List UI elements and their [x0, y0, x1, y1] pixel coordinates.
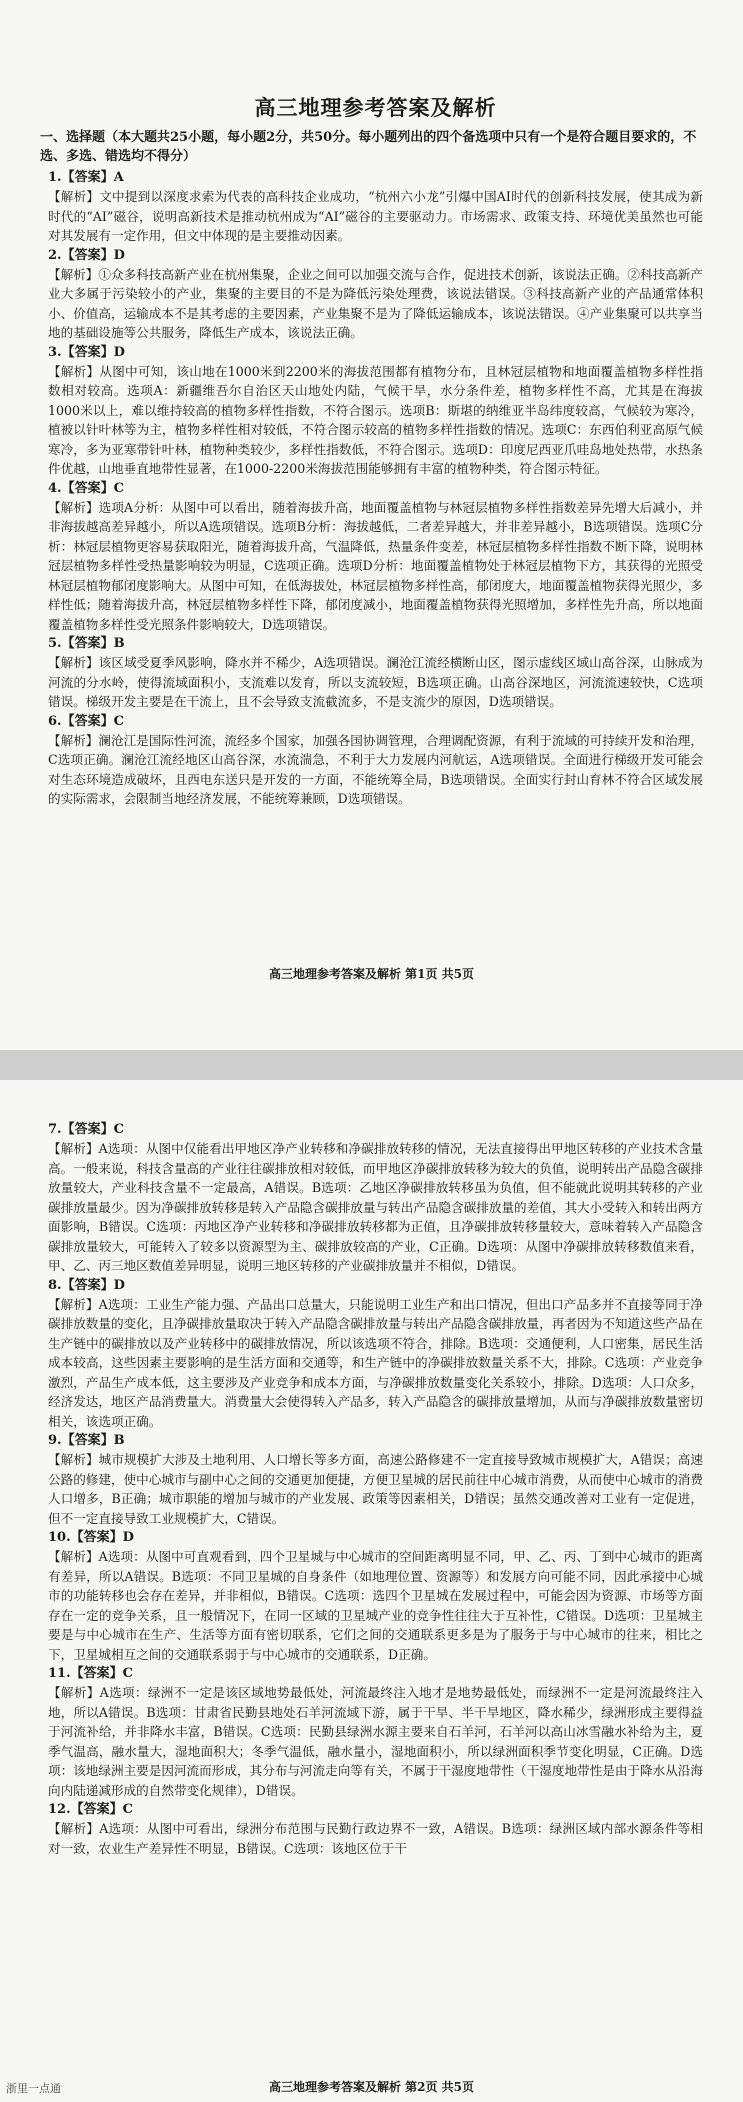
page-footer: 高三地理参考答案及解析 第2页 共5页	[268, 2080, 475, 2094]
explanation-text: 【解析】澜沧江是国际性河流，流经多个国家，加强各国协调管理，合理调配资源，有利于流域的可持续开发和治理，C选项正确。澜沧江流经地区山高谷深，水流湍急，不利于大力发展内河航运，A选项错误。全面进行梯级开发可能会对生态环境造成破坏，且西电东送只是开发的一方面，不能统筹全局，B选项错误。全面实行封山育林不符合区域发展的实际需求，会限制当地经济发展，不能统筹兼顾，D选项错误。	[48, 732, 703, 806]
question-item	[48, 479, 703, 635]
explanation-text: 【解析】从图中可知，该山地在1000米到2200米的海拔范围都有植物分布，且林冠层植物和地面覆盖植物多样性指数相对较高。选项A：新疆维吾尔自治区天山地处内陆，气候干旱，水分条件差，植物多样性不高，尤其是在海拔1000米以上，难以维持较高的植物多样性指数，不符合图示。选项B：斯堪的纳维亚半岛纬度较高，气候较为寒冷，植被以针叶林等为主，植物多样性相对较低，不符合图示较高的植物多样性指数的情况。选项C：东西伯利亚高原气候寒冷，多为亚寒带针叶林，植物种类较少，多样性指数低，不符合图示。选项D：印度尼西亚爪哇岛地处热带，水热条件优越，山地垂直地带性显著，在1000-2200米海拔范围能够拥有丰富的植物种类，符合图示特征。	[48, 363, 703, 476]
explanation-text: 【解析】该区域受夏季风影响，降水并不稀少，A选项错误。澜沧江流经横断山区，图示虚线区域山高谷深，山脉成为河流的分水岭，使得流域面积小，支流难以发育，所以支流较短，B选项正确。山高谷深地区，河流流速较快，C选项错误。梯级开发主要是在干流上，且不会导致支流截流多，不是支流少的原因，D选项错误。	[48, 655, 703, 709]
answer-label: 9.【答案】B	[48, 1433, 125, 1448]
question-item	[48, 634, 703, 712]
answer-label: 5.【答案】B	[48, 636, 125, 651]
answer-label: 11.【答案】C	[48, 1666, 133, 1681]
answer-page-2	[0, 1080, 743, 2102]
question-item	[48, 246, 703, 343]
question-item	[48, 1528, 703, 1664]
question-item	[48, 1276, 703, 1432]
watermark-text: 浙里一点通	[6, 2082, 61, 2095]
question-item	[48, 168, 703, 246]
question-item	[48, 1800, 703, 1858]
explanation-text: 【解析】A选项：绿洲不一定是该区域地势最低处，河流最终注入地才是地势最低处，而绿洲不一定是河流最终注入地，所以A错误。B选项：甘肃省民勤县地处石羊河流域下游，属于干旱、半干旱地区，降水稀少，绿洲形成主要得益于河流补给，并非降水丰富，B错误。C选项：民勤县绿洲水源主要来自石羊河，石羊河以高山冰雪融水补给为主，夏季气温高，融水量大，湿地面积大；冬季气温低，融水量小，湿地面积小，所以绿洲面积季节变化明显，C正确。D选项：该地绿洲主要是因河流而形成，其分布与河流走向等有关，不属于干湿度地带性（干湿度地带性是由于降水从沿海向内陆递减形成的自然带变化规律），D错误。	[48, 1685, 703, 1798]
answer-page-1	[0, 0, 743, 1050]
answer-label: 7.【答案】C	[48, 1122, 124, 1137]
explanation-text: 【解析】A选项：从图中可看出，绿洲分布范围与民勤行政边界不一致，A错误。B选项：绿洲区域内部水源条件等相对一致，农业生产差异性不明显，B错误。C选项：该地区位于干	[48, 1821, 703, 1856]
answer-label: 4.【答案】C	[48, 480, 124, 496]
answer-label: 3.【答案】D	[48, 344, 125, 360]
page-footer: 高三地理参考答案及解析 第1页 共5页	[268, 967, 475, 981]
question-item	[48, 343, 703, 479]
answer-label: 12.【答案】C	[48, 1802, 133, 1817]
explanation-text: 【解析】①众多科技高新产业在杭州集聚，企业之间可以加强交流与合作，促进技术创新，该说法正确。②科技高新产业大多属于污染较小的产业，集聚的主要目的不是为降低污染处理费，该说法错误。③科技高新产业的产品通常体积小、价值高，运输成本不是其考虑的主要因素，产业集聚不是为了降低运输成本，该说法错误。④产业集聚可以共享当地的基础设施等公共服务，降低生产成本，该说法正确。	[48, 266, 703, 340]
question-item	[48, 1431, 703, 1528]
answer-label: 6.【答案】C	[48, 713, 124, 729]
question-item	[48, 1664, 703, 1800]
explanation-text: 【解析】A选项：从图中可直观看到，四个卫星城与中心城市的空间距离明显不同，甲、乙、丙、丁到中心城市的距离有差异，所以A错误。B选项：不同卫星城的自身条件（如地理位置、资源等）和发展方向可能不同，因此承接中心城市的功能转移也会存在差异，并非相似，B错误。C选项：选四个卫星城在发展过程中，可能会因为资源、市场等方面存在一定的竞争关系，且一般情况下，在同一区域的卫星城产业的竞争性往往大于互补性，C错误。D选项：卫星城主要是与中心城市在生产、生活等方面有密切联系，它们之间的交通联系更多是为了服务于与中心城市的往来，相比之下，卫星城相互之间的交通联系弱于与中心城市的交通联系，D正确。	[48, 1549, 703, 1662]
section-heading: 一、选择题（本大题共25小题，每小题2分，共50分。每小题列出的四个备选项中只有一个是符合题目要求的，不选、多选、错选均不得分）	[40, 130, 697, 164]
page-title: 高三地理参考答案及解析	[254, 95, 497, 120]
answer-label: 2.【答案】D	[48, 247, 125, 263]
explanation-text: 【解析】A选项：工业生产能力强、产品出口总量大，只能说明工业生产和出口情况，但出口产品多并不直接等同于净碳排放数量的变化，且净碳排放量取决于转入产品隐含碳排放量与转出产品隐含碳排放量，再者因为不知道这些产品在生产链中的碳排放以及产业转移中的碳排放情况，所以该选项不符合，排除。B选项：交通便利，人口密集，居民生活成本较高，这些因素主要影响的是生活方面和交通等，和生产链中的净碳排放数量关系不大，排除。C选项：产业竞争激烈，产品生产成本低，这主要涉及产业竞争和成本方面，与净碳排放数量变化关系较小，排除。D选项：人口众多，经济发达，地区产品消费量大。消费量大会使得转入产品多，转入产品隐含的碳排放量增加，从而与净碳排放数量密切相关，该选项正确。	[48, 1296, 703, 1429]
answer-label: 8.【答案】D	[48, 1277, 125, 1293]
answer-label: 10.【答案】D	[48, 1530, 134, 1545]
answer-label: 1.【答案】A	[48, 170, 124, 185]
explanation-text: 【解析】文中提到以深度求索为代表的高科技企业成功，“杭州六小龙”引爆中国AI时代的创新科技发展，使其成为新时代的“AI”磁谷，说明高新技术是推动杭州成为“AI”磁谷的主要驱动力。市场需求、政策支持、环境优美虽然也可能对其发展有一定作用，但文中体现的是主要推动因素。	[48, 189, 703, 243]
explanation-text: 【解析】城市规模扩大涉及土地利用、人口增长等多方面，高速公路修建不一定直接导致城市规模扩大，A错误；高速公路的修建，使中心城市与副中心之间的交通更加便捷，方便卫星城的居民前往中心城市消费，从而使中心城市的消费人口增多，B正确；城市职能的增加与城市的产业发展、政策等因素相关，D错误；虽然交通改善对工业有一定促进，但不一定直接导致工业规模扩大，C错误。	[48, 1452, 703, 1526]
question-item	[48, 1120, 703, 1276]
explanation-text: 【解析】A选项：从图中仅能看出甲地区净产业转移和净碳排放转移的情况，无法直接得出甲地区转移的产业技术含量高。一般来说，科技含量高的产业往往碳排放相对较低，而甲地区净碳排放转移为较大的负值，说明转出产品隐含碳排放量较大，产业科技含量不一定最高，A错误。B选项：乙地区净碳排放转移虽为负值，但不能就此说明其转移的产业碳排放量最少。因为净碳排放转移是转入产品隐含碳排放量与转出产品隐含碳排放量的差值，其大小受转入和转出两方面影响，B错误。C选项：丙地区净产业转移和净碳排放转移都为正值，且净碳排放转移量较大，意味着转入产品隐含碳排放量较大，可能转入了较多以资源型为主、碳排放较高的产业，C正确。D选项：从图中净碳排放转移数值来看，甲、乙、丙三地区数值差异明显，说明三地区转移的产业碳排放量并不相似，D错误。	[48, 1141, 703, 1273]
explanation-text: 【解析】选项A分析：从图中可以看出，随着海拔升高，地面覆盖植物与林冠层植物多样性指数差异先增大后减小，并非海拔越高差异越小，所以A选项错误。选项B分析：海拔越低，二者差异越大，并非差异越小，B选项错误。选项C分析：林冠层植物更容易获取阳光，随着海拔升高，气温降低，热量条件变差，林冠层植物多样性指数不断下降，说明林冠层植物多样性受热量影响较为明显，C选项正确。选项D分析：地面覆盖植物处于林冠层植物下方，其获得的光照受林冠层植物郁闭度影响大。从图中可知，在低海拔处，林冠层植物多样性高，郁闭度大，地面覆盖植物获得光照少，多样性低；随着海拔升高，林冠层植物多样性下降，郁闭度减小，地面覆盖植物获得光照增加，多样性先升高，所以地面覆盖植物多样性受光照条件影响较大，D选项错误。	[48, 499, 703, 632]
question-item	[48, 712, 703, 809]
